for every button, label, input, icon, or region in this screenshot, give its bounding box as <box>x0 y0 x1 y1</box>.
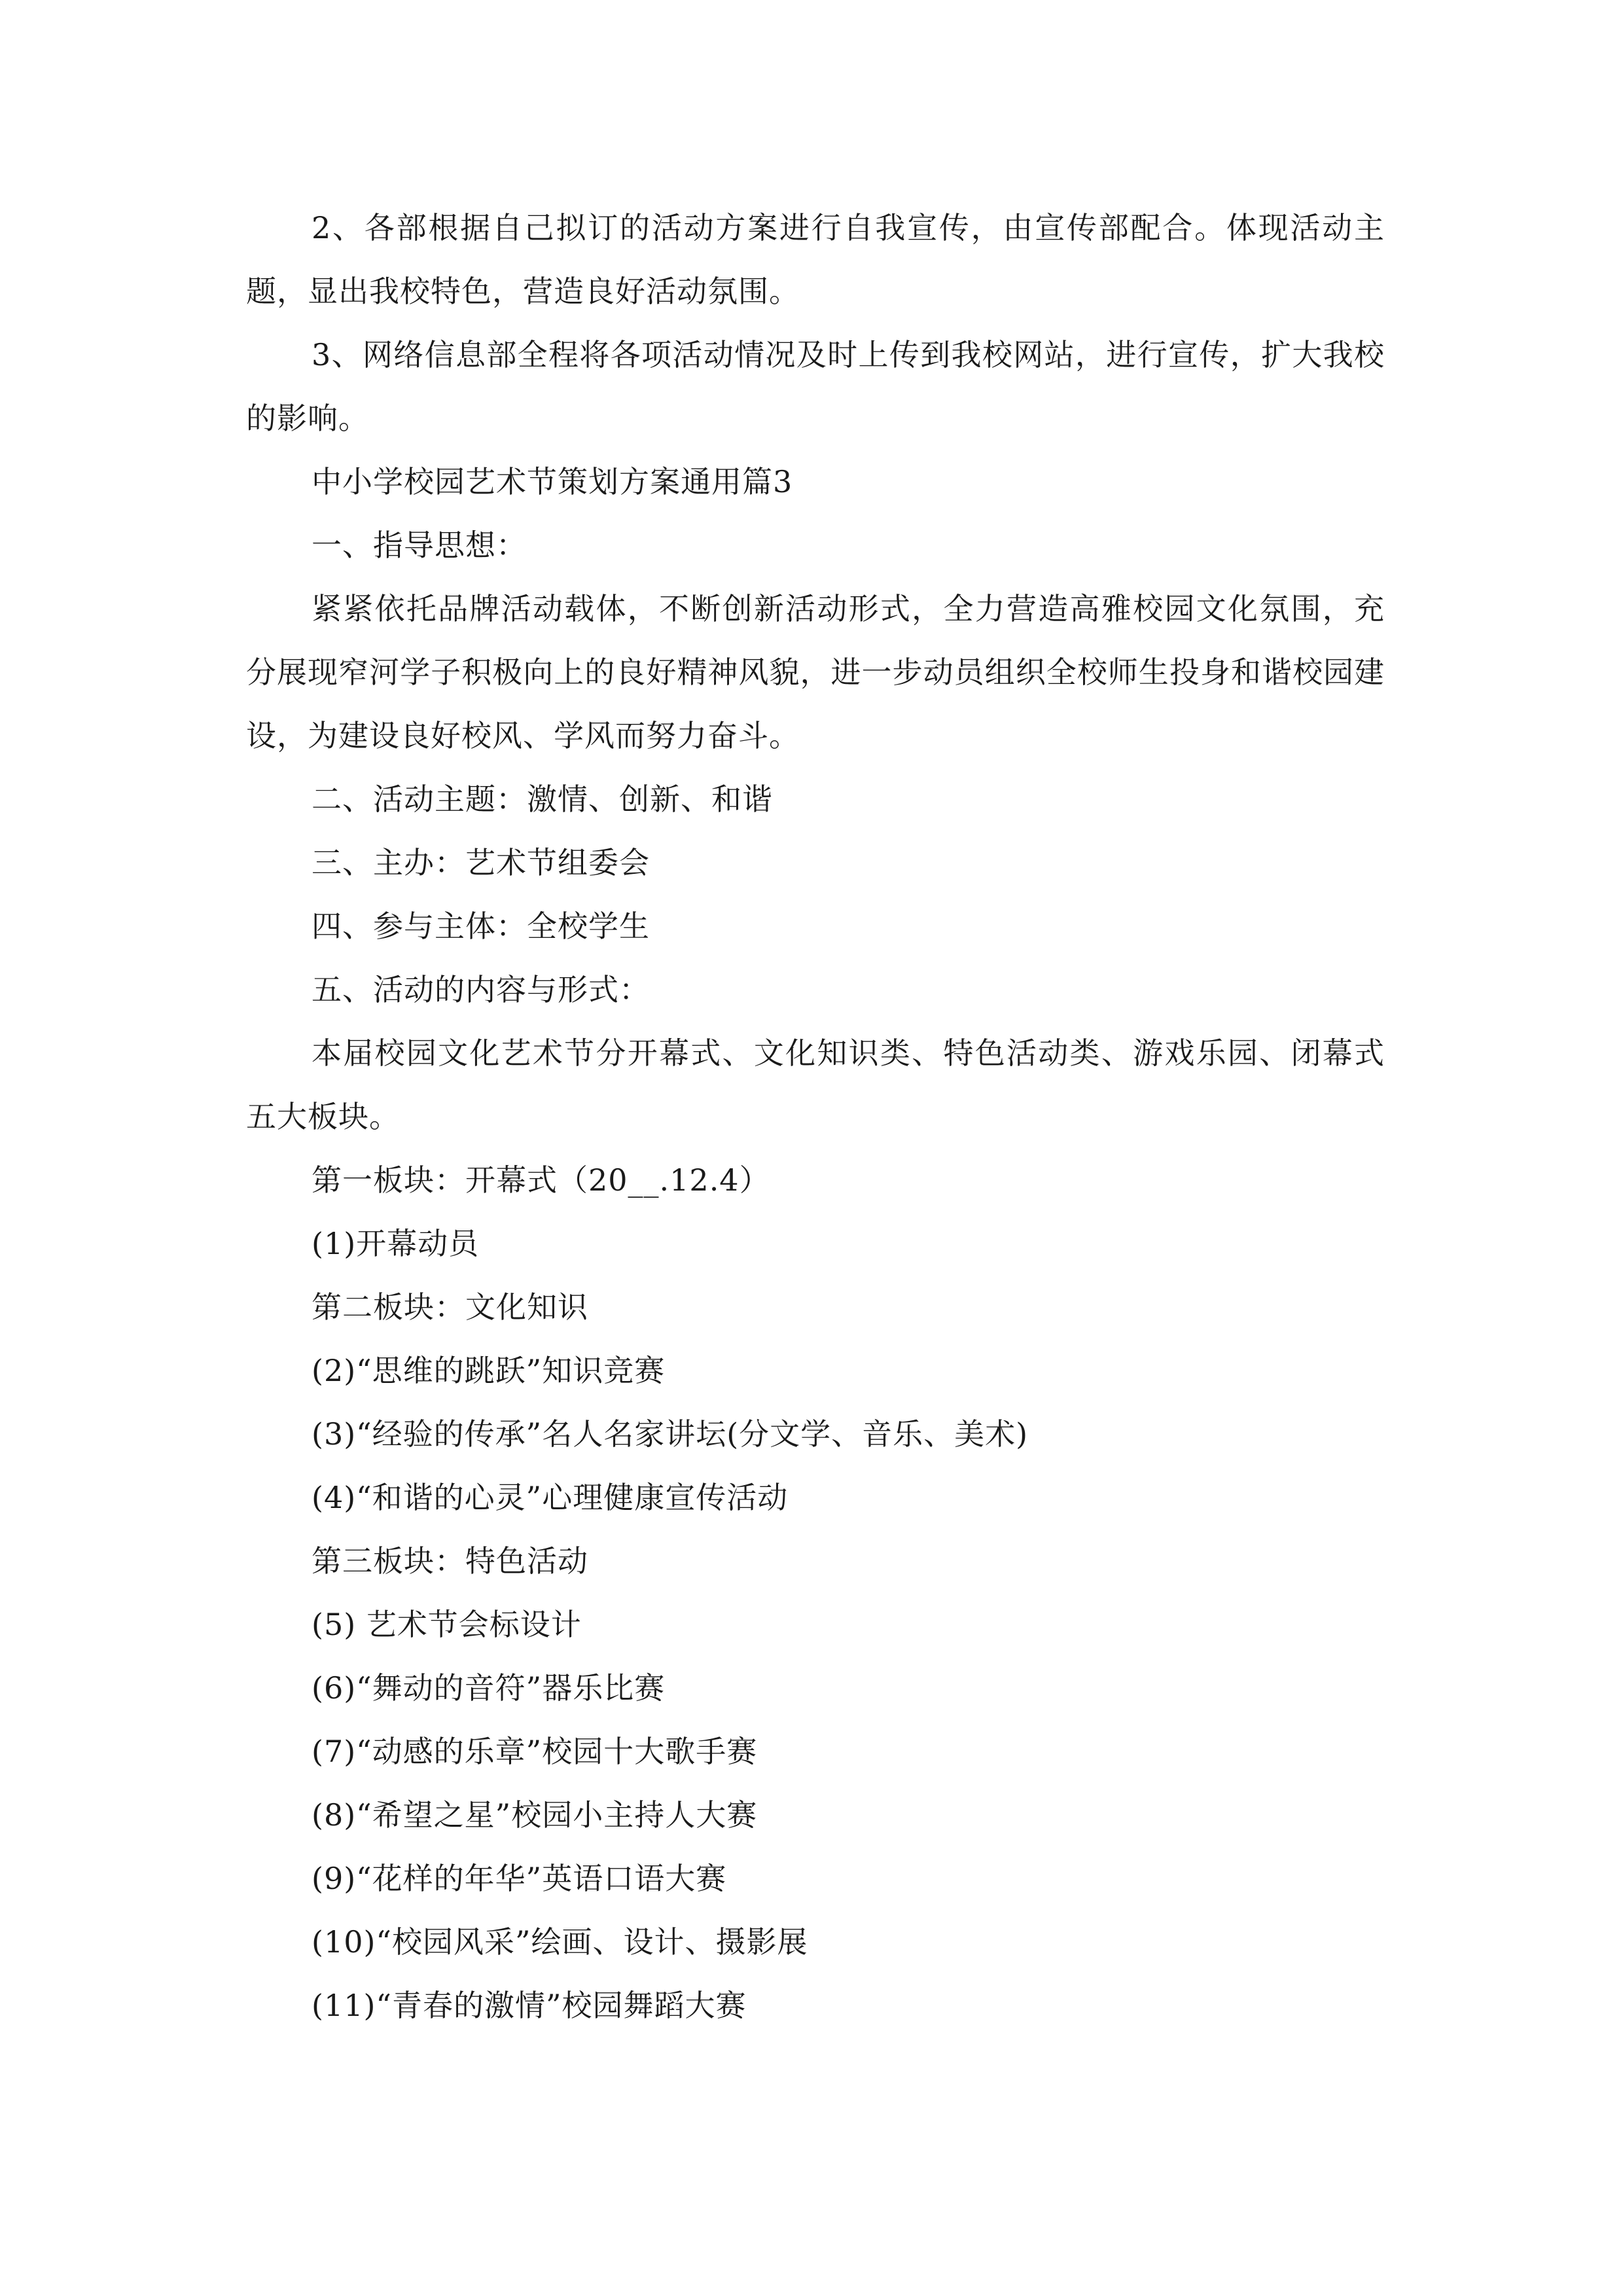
list-item: (6)“舞动的音符”器乐比赛 <box>312 1670 666 1706</box>
section-title: 中小学校园艺术节策划方案通用篇3 <box>312 464 793 499</box>
heading-organizer: 三、主办：艺术节组委会 <box>312 845 650 880</box>
heading-guiding-idea: 一、指导思想： <box>312 528 527 563</box>
list-item: (4)“和谐的心灵”心理健康宣传活动 <box>312 1480 789 1515</box>
paragraph-guiding-idea: 紧紧依托品牌活动载体，不断创新活动形式，全力营造高雅校园文化氛围，充分展现窄河学子积极向上的良好精神风貌，进一步动员组织全校师生投身和谐校园建设，为建设良好校风、学风而努力奋斗。 <box>246 591 1385 753</box>
heading-theme: 二、活动主题：激情、创新、和谐 <box>312 781 773 817</box>
list-item: (7)“动感的乐章”校园十大歌手赛 <box>312 1734 758 1769</box>
list-item: (5) 艺术节会标设计 <box>312 1607 582 1642</box>
paragraph-publicity-departments: 2、各部根据自己拟订的活动方案进行自我宣传，由宣传部配合。体现活动主题，显出我校特色，营造良好活动氛围。 <box>246 210 1385 309</box>
list-item: (10)“校园风采”绘画、设计、摄影展 <box>312 1924 808 1960</box>
list-item: (2)“思维的跳跃”知识竞赛 <box>312 1353 666 1388</box>
paragraph-network-department: 3、网络信息部全程将各项活动情况及时上传到我校网站，进行宣传，扩大我校的影响。 <box>246 337 1385 436</box>
list-item: (11)“青春的激情”校园舞蹈大赛 <box>312 1988 747 2023</box>
list-item: (8)“希望之星”校园小主持人大赛 <box>312 1797 758 1833</box>
paragraph-five-sections: 本届校园文化艺术节分开幕式、文化知识类、特色活动类、游戏乐园、闭幕式五大板块。 <box>246 1035 1385 1134</box>
heading-participants: 四、参与主体：全校学生 <box>312 908 650 944</box>
section-three-special: 第三板块：特色活动 <box>312 1543 588 1579</box>
section-two-culture: 第二板块：文化知识 <box>312 1289 588 1325</box>
list-item: (9)“花样的年华”英语口语大赛 <box>312 1861 727 1896</box>
section-one-opening: 第一板块：开幕式（20__.12.4） <box>312 1162 770 1198</box>
heading-content-form: 五、活动的内容与形式： <box>312 972 650 1007</box>
document-body <box>246 196 1385 2037</box>
list-item: (1)开幕动员 <box>312 1226 480 1261</box>
list-item: (3)“经验的传承”名人名家讲坛(分文学、音乐、美术) <box>312 1416 1029 1452</box>
